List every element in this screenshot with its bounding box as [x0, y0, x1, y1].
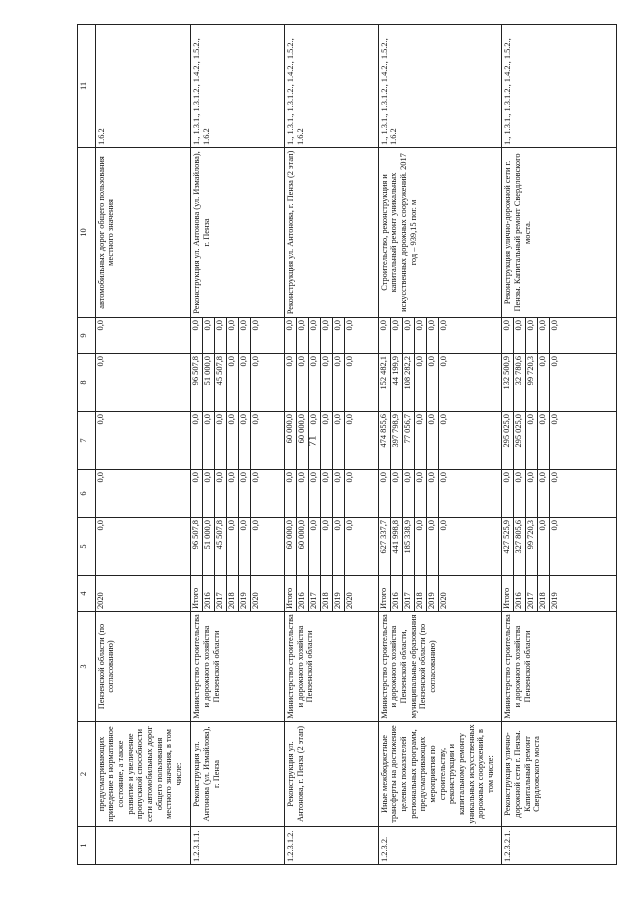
year-cell-value: 2019 [427, 576, 439, 611]
executor-cell: Министерство строительства и дорожного хозяйства Пензенской области, муниципальные образования Пензенской области (по согласованию) [378, 612, 502, 722]
indicators-cell: 1., 1.3.1., 1.3.1.2., 1.4.2., 1.5.2., 1.6.2 [378, 25, 502, 148]
local-funding-cell-value: 0,0 [333, 354, 345, 411]
row-id-cell [95, 827, 191, 865]
year-cell-value: 2016 [391, 576, 403, 611]
regional-funding-cell [378, 412, 502, 470]
total-funding-cell-value: 0,0 [309, 518, 321, 575]
table-row [502, 25, 617, 865]
federal-funding-cell-value: 0,0 [215, 470, 227, 517]
regional-funding-cell-value: 397 798,9 [391, 412, 403, 469]
total-funding-cell [191, 518, 285, 576]
other-funding-cell-value: 0,0 [321, 318, 333, 353]
total-funding-cell-value: 45 507,8 [215, 518, 227, 575]
total-funding-cell-value: 0,0 [239, 518, 251, 575]
local-funding-cell-value: 0,0 [227, 354, 239, 411]
federal-funding-cell-value: 0,0 [438, 472, 448, 483]
other-funding-cell [502, 318, 617, 354]
other-funding-cell-value: 0,0 [403, 318, 415, 353]
rotated-table-container [77, 25, 617, 865]
activity-name-cell: Реконструкция ул. Антонова (ул. Измайлова), г. Пенза [191, 722, 285, 827]
local-funding-cell [378, 354, 502, 412]
table-row [285, 25, 379, 865]
federal-funding-cell [95, 470, 191, 518]
total-funding-cell-value: 96 507,8 [191, 518, 203, 575]
local-funding-cell [502, 354, 617, 412]
other-funding-cell-value: 0,0 [379, 318, 391, 353]
local-funding-cell-value: 51 000,0 [203, 354, 215, 411]
header-row [78, 25, 96, 865]
total-funding-cell [378, 518, 502, 576]
year-cell-value: Итого [502, 576, 514, 611]
year-cell-value: 2019 [333, 576, 345, 611]
regional-funding-cell [285, 412, 379, 470]
year-cell-value: 2016 [297, 576, 309, 611]
activity-name-cell: Иные межбюджетные трансферты на достижение целевых показателей региональных программ, предусматривающих мероприятия по строительству, реконструкции и капитальному ремонту уникальных искусственных дорожных сооружений, в том числе: [378, 722, 502, 827]
other-funding-cell-value: 0,0 [215, 318, 227, 353]
activity-name-cell: Реконструкция ул. Антонова, г. Пенза (2 этап) [285, 722, 379, 827]
federal-funding-cell-value: 0,0 [538, 470, 550, 517]
local-funding-cell-value: 44 199,9 [391, 354, 403, 411]
federal-funding-cell-value: 0,0 [239, 470, 251, 517]
total-funding-cell-value: 0,0 [438, 520, 448, 531]
local-funding-cell-value: 0,0 [427, 354, 439, 411]
federal-funding-cell-value: 0,0 [321, 470, 333, 517]
year-cell [95, 576, 191, 612]
federal-funding-cell [191, 470, 285, 518]
header-cell: 7 [78, 412, 96, 470]
row-id-cell: 1.2.3.2. [378, 827, 502, 865]
total-funding-cell-value: 51 000,0 [203, 518, 215, 575]
other-funding-cell-value: 0,0 [203, 318, 215, 353]
local-funding-cell-value: 0,0 [345, 356, 355, 367]
total-funding-cell-value: 327 805,6 [514, 518, 526, 575]
other-funding-cell-value: 0,0 [514, 318, 526, 353]
regional-funding-cell-value: 60 000,0 [297, 412, 309, 469]
other-funding-cell-value: 0,0 [391, 318, 403, 353]
table-row [95, 25, 191, 865]
header-cell: 6 [78, 470, 96, 518]
federal-funding-cell-value: 0,0 [333, 470, 345, 517]
regional-funding-cell-value: 0,0 [526, 412, 538, 469]
year-cell-value: 2020 [438, 592, 448, 609]
local-funding-cell-value: 132 500,9 [502, 354, 514, 411]
local-funding-cell-value: 99 720,3 [526, 354, 538, 411]
year-cell-value: 2017 [215, 576, 227, 611]
total-funding-cell-value: 0,0 [427, 518, 439, 575]
regional-funding-cell-value: 0,0 [191, 412, 203, 469]
regional-funding-cell-value: 0,0 [415, 412, 427, 469]
other-funding-cell-value: 0,0 [95, 320, 105, 331]
header-cell: 2 [78, 722, 96, 827]
header-cell: 5 [78, 518, 96, 576]
year-cell-value: Итого [285, 576, 297, 611]
regional-funding-cell-value: 0,0 [239, 412, 251, 469]
other-funding-cell-value: 0,0 [297, 318, 309, 353]
header-cell: 9 [78, 318, 96, 354]
year-cell-value: 2017 [309, 576, 321, 611]
regional-funding-cell-value: 0,0 [227, 412, 239, 469]
regional-funding-cell-value: 0,0 [309, 412, 321, 469]
federal-funding-cell-value: 0,0 [502, 470, 514, 517]
federal-funding-cell [502, 470, 617, 518]
local-funding-cell-value: 0,0 [415, 354, 427, 411]
local-funding-cell-value: 108 282,2 [403, 354, 415, 411]
total-funding-cell-value: 0,0 [550, 520, 560, 531]
indicators-cell: 1., 1.3.1., 1.3.1.2., 1.4.2., 1.5.2., 1.6.2 [285, 25, 379, 148]
regional-funding-cell-value: 474 855,6 [379, 412, 391, 469]
expected-result-cell: Реконструкция улично-дорожной сети г. Пензы. Капитальный ремонт Свердловского моста. [502, 148, 617, 318]
year-cell-value: 2019 [239, 576, 251, 611]
other-funding-cell-value: 0,0 [333, 318, 345, 353]
year-cell-value: 2016 [514, 576, 526, 611]
regional-funding-cell-value: 0,0 [438, 414, 448, 425]
federal-funding-cell-value: 0,0 [391, 470, 403, 517]
total-funding-cell-value: 441 998,8 [391, 518, 403, 575]
year-cell [285, 576, 379, 612]
local-funding-cell-value: 0,0 [321, 354, 333, 411]
row-id-cell: 1.2.3.1.2. [285, 827, 379, 865]
federal-funding-cell-value: 0,0 [427, 470, 439, 517]
regional-funding-cell-value: 60 000,0 [285, 412, 297, 469]
federal-funding-cell-value: 0,0 [345, 472, 355, 483]
local-funding-cell [191, 354, 285, 412]
expected-result-cell: автомобильных дорог общего пользования местного значения [95, 148, 191, 318]
total-funding-cell [95, 518, 191, 576]
total-funding-cell-value: 0,0 [538, 518, 550, 575]
local-funding-cell-value: 96 507,8 [191, 354, 203, 411]
other-funding-cell-value: 0,0 [191, 318, 203, 353]
other-funding-cell-value: 0,0 [550, 320, 560, 331]
regional-funding-cell-value: 0,0 [538, 412, 550, 469]
year-cell-value: 2020 [251, 592, 261, 609]
year-cell-value: Итого [379, 576, 391, 611]
total-funding-cell [285, 518, 379, 576]
federal-funding-cell-value: 0,0 [550, 472, 560, 483]
federal-funding-cell-value: 0,0 [285, 470, 297, 517]
regional-funding-cell-value: 0,0 [95, 414, 105, 425]
expected-result-cell: Реконструкция ул. Антонова, г. Пенза (2 этап) [285, 148, 379, 318]
year-cell [502, 576, 617, 612]
year-cell-value: 2018 [538, 576, 550, 611]
header-cell: 11 [78, 25, 96, 148]
other-funding-cell-value: 0,0 [309, 318, 321, 353]
federal-funding-cell-value: 0,0 [514, 470, 526, 517]
other-funding-cell-value: 0,0 [345, 320, 355, 331]
year-cell-value: 2018 [415, 576, 427, 611]
other-funding-cell-value: 0,0 [227, 318, 239, 353]
federal-funding-cell-value: 0,0 [526, 470, 538, 517]
year-cell-value: 2019 [550, 592, 560, 609]
regional-funding-cell-value: 77 056,7 [403, 412, 415, 469]
row-id-cell: 1.2.3.1.1. [191, 827, 285, 865]
total-funding-cell-value: 627 337,7 [379, 518, 391, 575]
table-row [191, 25, 285, 865]
local-funding-cell-value: 0,0 [538, 354, 550, 411]
year-cell-value: 2018 [227, 576, 239, 611]
other-funding-cell [95, 318, 191, 354]
other-funding-cell [191, 318, 285, 354]
other-funding-cell-value: 0,0 [415, 318, 427, 353]
other-funding-cell-value: 0,0 [502, 318, 514, 353]
other-funding-cell [378, 318, 502, 354]
total-funding-cell-value: 0,0 [95, 520, 105, 531]
total-funding-cell-value: 60 000,0 [285, 518, 297, 575]
local-funding-cell-value: 32 780,6 [514, 354, 526, 411]
year-cell [378, 576, 502, 612]
regional-funding-cell-value: 0,0 [321, 412, 333, 469]
federal-funding-cell [378, 470, 502, 518]
page-number: 71 [306, 435, 319, 447]
total-funding-cell-value: 0,0 [345, 520, 355, 531]
year-cell-value: 2020 [345, 592, 355, 609]
activity-name-cell: Реконструкция улично-дорожной сети г. Пензы. Капитальный ремонт Свердловского моста [502, 722, 617, 827]
other-funding-cell-value: 0,0 [239, 318, 251, 353]
other-funding-cell-value: 0,0 [427, 318, 439, 353]
regional-funding-cell-value: 0,0 [215, 412, 227, 469]
local-funding-cell-value: 152 482,1 [379, 354, 391, 411]
activity-name-cell: предусматривающих приведение в нормативное состояние, а также развитие и увеличение пропускной способности сети автомобильных дорог общего пользования местного значения, в том числе: [95, 722, 191, 827]
header-cell: 4 [78, 576, 96, 612]
total-funding-cell-value: 0,0 [333, 518, 345, 575]
total-funding-cell [502, 518, 617, 576]
header-cell: 3 [78, 612, 96, 722]
federal-funding-cell-value: 0,0 [191, 470, 203, 517]
local-funding-cell [285, 354, 379, 412]
regional-funding-cell-value: 0,0 [203, 412, 215, 469]
federal-funding-cell-value: 0,0 [227, 470, 239, 517]
federal-funding-cell [285, 470, 379, 518]
indicators-cell: 1., 1.3.1., 1.3.1.2., 1.4.2., 1.5.2., 1.6.2 [191, 25, 285, 148]
regional-funding-cell [502, 412, 617, 470]
row-id-cell: 1.2.3.2.1. [502, 827, 617, 865]
regional-funding-cell-value: 0,0 [333, 412, 345, 469]
year-cell-value: Итого [191, 576, 203, 611]
indicators-cell: 1., 1.3.1., 1.3.1.2., 1.4.2., 1.5.2., [502, 25, 617, 148]
total-funding-cell-value: 0,0 [227, 518, 239, 575]
other-funding-cell-value: 0,0 [538, 318, 550, 353]
other-funding-cell-value: 0,0 [285, 318, 297, 353]
year-cell-value: 2016 [203, 576, 215, 611]
expected-result-cell: Реконструкция ул. Антонова (ул. Измайлова), г. Пенза [191, 148, 285, 318]
program-activities-table [77, 24, 617, 865]
local-funding-cell [95, 354, 191, 412]
total-funding-cell-value: 99 720,3 [526, 518, 538, 575]
year-cell-value: 2020 [95, 592, 105, 609]
total-funding-cell-value: 0,0 [321, 518, 333, 575]
other-funding-cell-value: 0,0 [526, 318, 538, 353]
regional-funding-cell-value: 295 025,0 [502, 412, 514, 469]
total-funding-cell-value: 60 000,0 [297, 518, 309, 575]
total-funding-cell-value: 427 525,9 [502, 518, 514, 575]
other-funding-cell [285, 318, 379, 354]
federal-funding-cell-value: 0,0 [309, 470, 321, 517]
local-funding-cell-value: 0,0 [309, 354, 321, 411]
executor-cell: Пензенской области (по согласованию) [95, 612, 191, 722]
year-cell-value: 2017 [403, 576, 415, 611]
year-cell [191, 576, 285, 612]
header-cell: 10 [78, 148, 96, 318]
header-cell: 8 [78, 354, 96, 412]
local-funding-cell-value: 0,0 [438, 356, 448, 367]
total-funding-cell-value: 185 338,9 [403, 518, 415, 575]
header-cell: 1 [78, 827, 96, 865]
local-funding-cell-value: 45 507,8 [215, 354, 227, 411]
federal-funding-cell-value: 0,0 [297, 470, 309, 517]
total-funding-cell-value: 0,0 [251, 520, 261, 531]
local-funding-cell-value: 0,0 [550, 356, 560, 367]
year-cell-value: 2018 [321, 576, 333, 611]
federal-funding-cell-value: 0,0 [415, 470, 427, 517]
local-funding-cell-value: 0,0 [251, 356, 261, 367]
executor-cell: Министерство строительства и дорожного хозяйства Пензенской области [502, 612, 617, 722]
indicators-cell: 1.6.2 [95, 25, 191, 148]
federal-funding-cell-value: 0,0 [95, 472, 105, 483]
regional-funding-cell-value: 0,0 [345, 414, 355, 425]
table-row [378, 25, 502, 865]
regional-funding-cell [191, 412, 285, 470]
expected-result-cell: Строительство, реконструкция и капитальный ремонт уникальных искусственных дорожных сооружений. 2017 год – 939,15 пог. м [378, 148, 502, 318]
federal-funding-cell-value: 0,0 [403, 470, 415, 517]
regional-funding-cell-value: 0,0 [251, 414, 261, 425]
federal-funding-cell-value: 0,0 [379, 470, 391, 517]
local-funding-cell-value: 0,0 [285, 354, 297, 411]
federal-funding-cell-value: 0,0 [203, 470, 215, 517]
regional-funding-cell-value: 0,0 [550, 414, 560, 425]
local-funding-cell-value: 0,0 [239, 354, 251, 411]
executor-cell: Министерство строительства и дорожного хозяйства Пензенской области [285, 612, 379, 722]
year-cell-value: 2017 [526, 576, 538, 611]
local-funding-cell-value: 0,0 [95, 356, 105, 367]
other-funding-cell-value: 0,0 [438, 320, 448, 331]
executor-cell: Министерство строительства и дорожного хозяйства Пензенской области [191, 612, 285, 722]
federal-funding-cell-value: 0,0 [251, 472, 261, 483]
local-funding-cell-value: 0,0 [297, 354, 309, 411]
total-funding-cell-value: 0,0 [415, 518, 427, 575]
regional-funding-cell-value: 295 025,0 [514, 412, 526, 469]
regional-funding-cell-value: 0,0 [427, 412, 439, 469]
other-funding-cell-value: 0,0 [251, 320, 261, 331]
regional-funding-cell [95, 412, 191, 470]
